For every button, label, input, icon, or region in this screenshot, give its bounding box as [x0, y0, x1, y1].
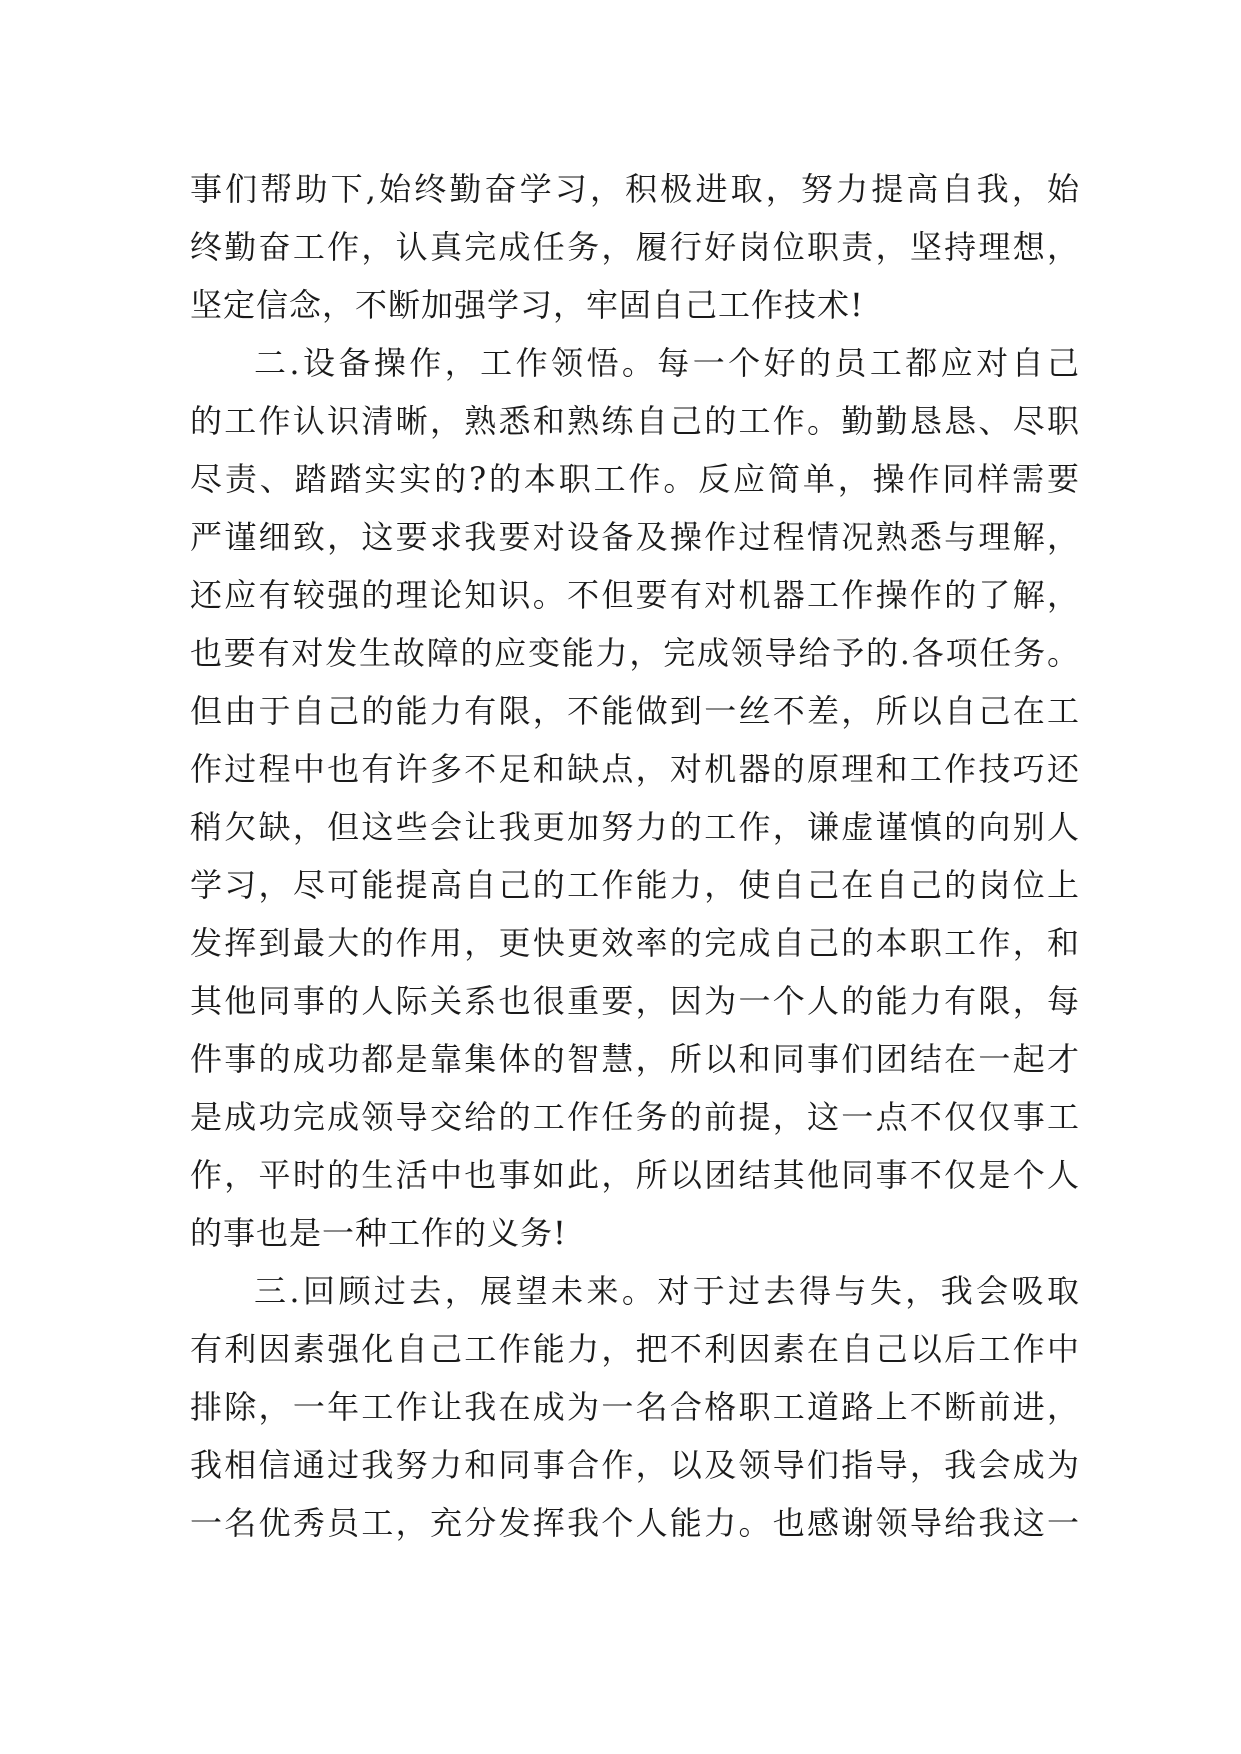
text-line: 终勤奋工作，认真完成任务，履行好岗位职责，坚持理想，	[190, 228, 1080, 266]
text-line: 严谨细致，这要求我要对设备及操作过程情况熟悉与理解，	[190, 518, 1080, 556]
document-body	[190, 160, 1080, 1552]
text-line: 的事也是一种工作的义务!	[190, 1214, 567, 1252]
text-line: 的工作认识清晰，熟悉和熟练自己的工作。勤勤恳恳、尽职	[190, 402, 1080, 440]
text-line: 尽责、踏踏实实的?的本职工作。反应简单，操作同样需要	[190, 460, 1080, 498]
section-two-heading-line: 二.设备操作，工作领悟。每一个好的员工都应对自己	[254, 344, 1080, 382]
text-line: 作过程中也有许多不足和缺点，对机器的原理和工作技巧还	[190, 750, 1080, 788]
text-line: 坚定信念，不断加强学习，牢固自己工作技术!	[190, 286, 864, 324]
text-line: 一名优秀员工，充分发挥我个人能力。也感谢领导给我这一	[190, 1504, 1080, 1542]
text-line: 但由于自己的能力有限，不能做到一丝不差，所以自己在工	[190, 692, 1080, 730]
text-line: 还应有较强的理论知识。不但要有对机器工作操作的了解，	[190, 576, 1080, 614]
text-line: 发挥到最大的作用，更快更效率的完成自己的本职工作，和	[190, 924, 1080, 962]
text-line: 排除，一年工作让我在成为一名合格职工道路上不断前进，	[190, 1388, 1080, 1426]
text-line: 学习，尽可能提高自己的工作能力，使自己在自己的岗位上	[190, 866, 1080, 904]
text-line: 作，平时的生活中也事如此，所以团结其他同事不仅是个人	[190, 1156, 1080, 1194]
text-line: 有利因素强化自己工作能力，把不利因素在自己以后工作中	[190, 1330, 1080, 1368]
text-line: 其他同事的人际关系也很重要，因为一个人的能力有限，每	[190, 982, 1080, 1020]
text-line: 是成功完成领导交给的工作任务的前提，这一点不仅仅事工	[190, 1098, 1080, 1136]
text-line: 件事的成功都是靠集体的智慧，所以和同事们团结在一起才	[190, 1040, 1080, 1078]
section-three-heading-line: 三.回顾过去，展望未来。对于过去得与失，我会吸取	[254, 1272, 1080, 1310]
text-line: 也要有对发生故障的应变能力，完成领导给予的.各项任务。	[190, 634, 1080, 672]
text-line: 事们帮助下,始终勤奋学习，积极进取，努力提高自我，始	[190, 170, 1080, 208]
text-line: 稍欠缺，但这些会让我更加努力的工作，谦虚谨慎的向别人	[190, 808, 1080, 846]
text-line: 我相信通过我努力和同事合作，以及领导们指导，我会成为	[190, 1446, 1080, 1484]
